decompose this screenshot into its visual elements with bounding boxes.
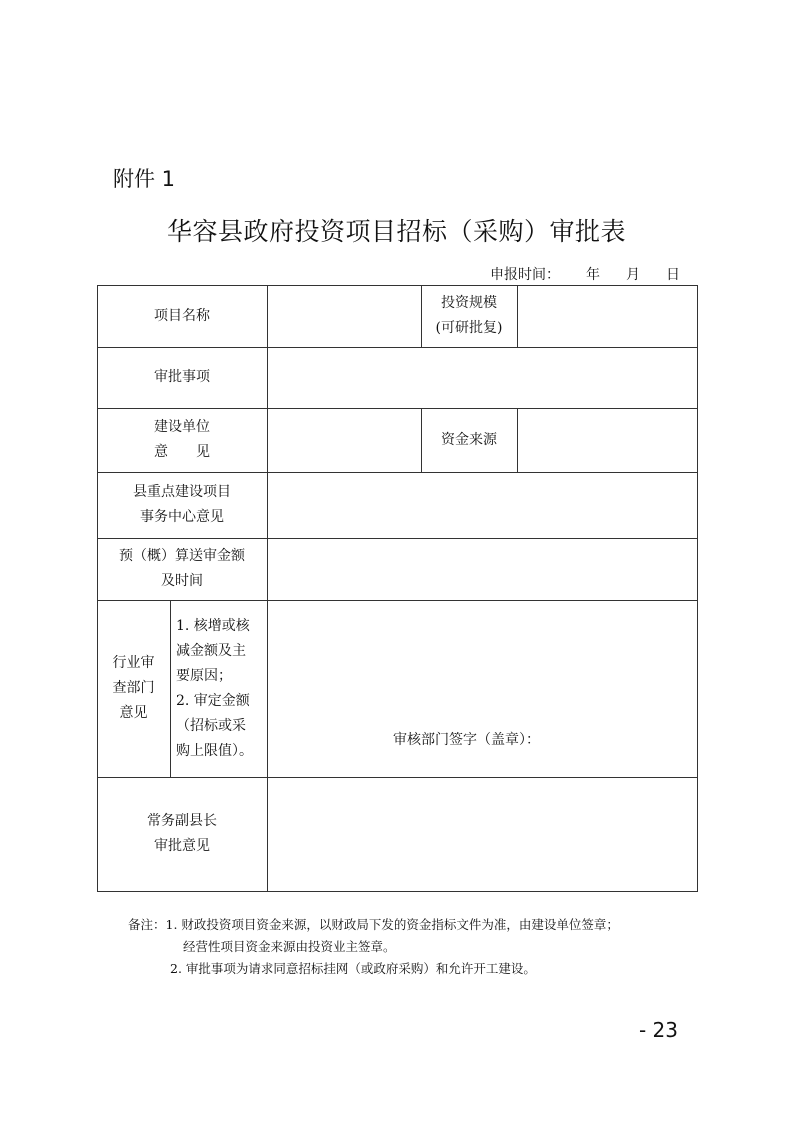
- builder-opinion-line: 建设单位: [154, 419, 210, 435]
- budget-label: [97, 538, 267, 600]
- investment-scale-value[interactable]: [518, 286, 697, 347]
- industry-dept-value[interactable]: [268, 601, 697, 777]
- year-label: 年: [586, 267, 600, 283]
- investment-scale-label: [421, 285, 517, 347]
- investment-scale-line: (可研批复): [435, 320, 503, 336]
- industry-item-line: （招标或采: [176, 717, 246, 734]
- document-title: 华容县政府投资项目招标（采购）审批表: [166, 217, 626, 246]
- page-number: - 23: [638, 1018, 678, 1042]
- industry-item-line: 减金额及主: [176, 642, 246, 659]
- note-line: 经营性项目资金来源由投资业主签章。: [183, 939, 396, 954]
- key-center-value[interactable]: [268, 473, 697, 538]
- key-center-label: [97, 472, 267, 538]
- industry-dept-line: 行业审: [112, 655, 155, 671]
- attachment-label: 附件 1: [113, 167, 176, 191]
- investment-scale-line: 投资规模: [441, 295, 497, 311]
- builder-opinion-value[interactable]: [268, 409, 421, 472]
- day-label: 日: [666, 267, 680, 283]
- budget-value[interactable]: [268, 539, 697, 600]
- budget-line: 及时间: [161, 573, 203, 589]
- approval-matter-label: 审批事项: [154, 369, 210, 385]
- fund-source-label: 资金来源: [441, 431, 497, 448]
- industry-dept-line: 查部门: [112, 680, 155, 696]
- industry-item-line: 购上限值）。: [176, 742, 253, 759]
- fund-source-value[interactable]: [518, 409, 697, 472]
- budget-line: 预（概）算送审金额: [119, 548, 245, 564]
- project-name-value[interactable]: [268, 286, 421, 347]
- vice-mayor-line: 常务副县长: [147, 813, 217, 829]
- vice-mayor-label: [97, 777, 267, 891]
- vice-mayor-value[interactable]: [268, 778, 697, 891]
- dept-signature-label: 审核部门签字（盖章）：: [393, 732, 540, 748]
- industry-item-line: 2. 审定金额: [176, 692, 250, 709]
- approval-matter-value[interactable]: [268, 348, 697, 408]
- industry-dept-line: 意见: [119, 705, 148, 721]
- report-date: [490, 264, 680, 284]
- key-center-line: 县重点建设项目: [133, 484, 231, 500]
- table-line: [97, 891, 698, 892]
- builder-opinion-label: [97, 408, 267, 472]
- builder-opinion-line: 意 见: [154, 444, 210, 460]
- key-center-line: 事务中心意见: [140, 509, 224, 525]
- industry-items: [171, 600, 267, 777]
- report-date-label: 申报时间：: [490, 267, 560, 283]
- table-line: [697, 285, 698, 892]
- industry-item-line: 要原因；: [176, 667, 232, 684]
- project-name-label: 项目名称: [154, 307, 210, 324]
- industry-dept-label: [97, 600, 170, 777]
- notes: [128, 914, 619, 980]
- note-line: 2. 审批事项为请求同意招标挂网（或政府采购）和允许开工建设。: [170, 961, 536, 976]
- industry-item-line: 1. 核增或核: [176, 617, 250, 634]
- vice-mayor-line: 审批意见: [154, 838, 210, 854]
- note-line: 备注：1. 财政投资项目资金来源，以财政局下发的资金指标文件为准，由建设单位签章；: [128, 917, 619, 932]
- month-label: 月: [626, 267, 640, 283]
